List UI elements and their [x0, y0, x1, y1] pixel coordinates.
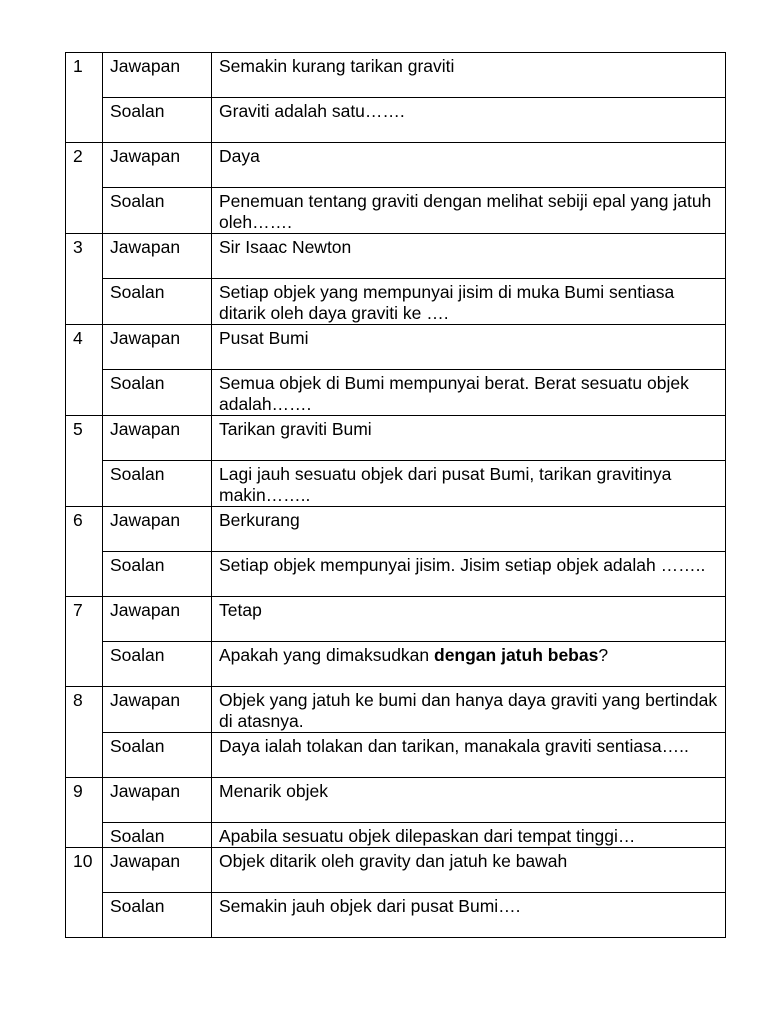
soalan-label: Soalan [103, 733, 212, 778]
soalan-label: Soalan [103, 642, 212, 687]
jawapan-label: Jawapan [103, 687, 212, 733]
jawapan-text: Daya [212, 143, 726, 188]
soalan-label: Soalan [103, 188, 212, 234]
table-row [66, 98, 726, 143]
table-row [66, 507, 726, 552]
table-row [66, 53, 726, 98]
soalan-text: Daya ialah tolakan dan tarikan, manakala graviti sentiasa….. [212, 733, 726, 778]
table-row [66, 642, 726, 687]
soalan-label: Soalan [103, 552, 212, 597]
soalan-label: Soalan [103, 461, 212, 507]
jawapan-label: Jawapan [103, 507, 212, 552]
question-number: 10 [66, 848, 103, 938]
qa-table [65, 52, 726, 938]
table-row [66, 848, 726, 893]
question-number: 2 [66, 143, 103, 234]
question-number: 8 [66, 687, 103, 778]
table-row [66, 325, 726, 370]
table-row [66, 143, 726, 188]
jawapan-label: Jawapan [103, 848, 212, 893]
soalan-text: Apabila sesuatu objek dilepaskan dari tempat tinggi… [212, 823, 726, 848]
jawapan-text: Sir Isaac Newton [212, 234, 726, 279]
jawapan-text: Objek ditarik oleh gravity dan jatuh ke bawah [212, 848, 726, 893]
soalan-text: Setiap objek mempunyai jisim. Jisim setiap objek adalah …….. [212, 552, 726, 597]
soalan-text: Graviti adalah satu……. [212, 98, 726, 143]
jawapan-label: Jawapan [103, 234, 212, 279]
question-number: 6 [66, 507, 103, 597]
jawapan-label: Jawapan [103, 778, 212, 823]
soalan-text-bold: dengan jatuh bebas [434, 645, 599, 665]
soalan-label: Soalan [103, 893, 212, 938]
jawapan-label: Jawapan [103, 416, 212, 461]
jawapan-label: Jawapan [103, 325, 212, 370]
question-number: 1 [66, 53, 103, 143]
table-row [66, 552, 726, 597]
table-row [66, 778, 726, 823]
table-row [66, 234, 726, 279]
jawapan-text: Tarikan graviti Bumi [212, 416, 726, 461]
table-row [66, 461, 726, 507]
soalan-text: Semua objek di Bumi mempunyai berat. Berat sesuatu objek adalah……. [212, 370, 726, 416]
question-number: 9 [66, 778, 103, 848]
soalan-text-part: ? [598, 645, 609, 665]
jawapan-text: Berkurang [212, 507, 726, 552]
jawapan-label: Jawapan [103, 597, 212, 642]
question-number: 4 [66, 325, 103, 416]
table-row [66, 823, 726, 848]
table-row [66, 893, 726, 938]
table-row [66, 597, 726, 642]
table-row [66, 733, 726, 778]
jawapan-text: Semakin kurang tarikan graviti [212, 53, 726, 98]
soalan-label: Soalan [103, 370, 212, 416]
table-row [66, 370, 726, 416]
question-number: 3 [66, 234, 103, 325]
soalan-label: Soalan [103, 98, 212, 143]
jawapan-text: Tetap [212, 597, 726, 642]
soalan-text-part: Apakah yang dimaksudkan [219, 645, 434, 665]
soalan-text [212, 642, 726, 687]
soalan-label: Soalan [103, 823, 212, 848]
jawapan-text: Objek yang jatuh ke bumi dan hanya daya graviti yang bertindak di atasnya. [212, 687, 726, 733]
soalan-text: Lagi jauh sesuatu objek dari pusat Bumi, tarikan gravitinya makin…….. [212, 461, 726, 507]
table-row [66, 188, 726, 234]
question-number: 5 [66, 416, 103, 507]
jawapan-text: Pusat Bumi [212, 325, 726, 370]
soalan-text: Setiap objek yang mempunyai jisim di muka Bumi sentiasa ditarik oleh daya graviti ke …. [212, 279, 726, 325]
table-row [66, 279, 726, 325]
table-row [66, 416, 726, 461]
soalan-text: Semakin jauh objek dari pusat Bumi…. [212, 893, 726, 938]
jawapan-text: Menarik objek [212, 778, 726, 823]
jawapan-label: Jawapan [103, 143, 212, 188]
soalan-label: Soalan [103, 279, 212, 325]
qa-table-body [66, 53, 726, 938]
table-row [66, 687, 726, 733]
soalan-text: Penemuan tentang graviti dengan melihat sebiji epal yang jatuh oleh……. [212, 188, 726, 234]
jawapan-label: Jawapan [103, 53, 212, 98]
question-number: 7 [66, 597, 103, 687]
